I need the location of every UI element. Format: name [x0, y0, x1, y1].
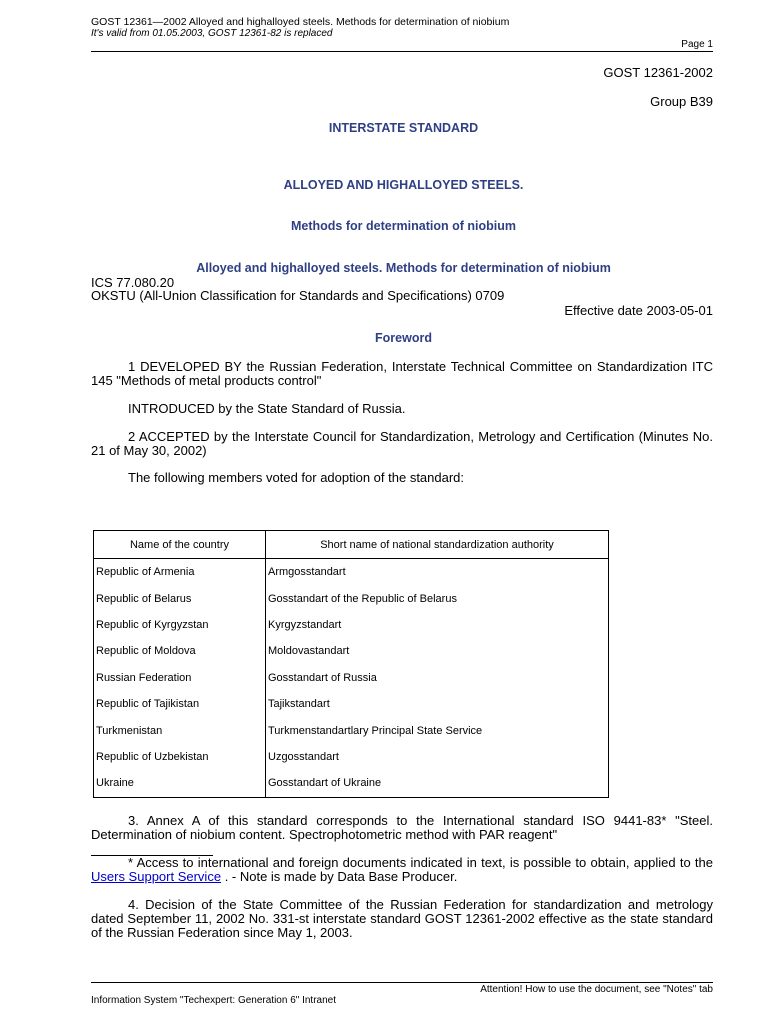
- foreword-heading: Foreword: [375, 331, 432, 345]
- footnote: [91, 856, 713, 884]
- authority-cell: Kyrgyzstandart: [268, 618, 342, 631]
- country-cell: Republic of Armenia: [94, 559, 266, 586]
- table-row: [94, 744, 609, 770]
- users-support-service-link[interactable]: Users Support Service: [91, 869, 222, 884]
- authority-cell: Armgosstandart: [268, 566, 346, 579]
- table-row: [94, 665, 609, 691]
- header-divider: [91, 51, 713, 52]
- country-cell: Russian Federation: [94, 665, 266, 691]
- authority-cell: Turkmenstandartlary Principal State Service: [268, 724, 483, 737]
- country-cell: Republic of Kyrgyzstan: [94, 612, 266, 638]
- running-header-validity: It's valid from 01.05.2003, GOST 12361-82 is replaced: [91, 28, 333, 39]
- foreword-item-4: 4. Decision of the State Committee of the Russian Federation for standardization and metrology dated September 11, 2002 No. 331-st interstate standard GOST 12361-2002 effective as the state standard of the Russian Federation since May 1, 2003.: [91, 897, 713, 940]
- table-row: [94, 559, 609, 586]
- footnote-text: * Access to international and foreign documents indicated in text, is possible to obtain, applied to the: [128, 855, 713, 870]
- foreword-item-1: 1 DEVELOPED BY the Russian Federation, Interstate Technical Committee on Standardization ITC 145 "Methods of metal products control": [91, 359, 713, 388]
- document-group: Group B39: [650, 94, 713, 109]
- footer-attention-note: Attention! How to use the document, see "Notes" tab: [480, 984, 713, 995]
- page-number: Page 1: [681, 39, 713, 50]
- document-code: GOST 12361-2002: [603, 65, 713, 80]
- authority-cell: Uzgosstandart: [268, 750, 339, 763]
- country-cell: Republic of Uzbekistan: [94, 744, 266, 770]
- country-cell: Turkmenistan: [94, 717, 266, 743]
- country-cell: Republic of Belarus: [94, 585, 266, 611]
- footer-divider: [91, 982, 713, 983]
- okstu-code: OKSTU (All-Union Classification for Standards and Specifications) 0709: [91, 288, 505, 303]
- running-header-title: GOST 12361—2002 Alloyed and highalloyed steels. Methods for determination of niobium: [91, 16, 510, 28]
- foreword-members-intro: The following members voted for adoption of the standard:: [128, 470, 465, 485]
- column-header-authority: Short name of national standardization authority: [266, 531, 609, 559]
- table-header-row: [94, 531, 609, 559]
- foreword-item-2: 2 ACCEPTED by the Interstate Council for Standardization, Metrology and Certification (Minutes No. 21 of May 30, 2002): [91, 429, 713, 458]
- footer-system-name: Information System "Techexpert: Generation 6" Intranet: [91, 995, 336, 1006]
- authority-cell: Gosstandart of Ukraine: [268, 777, 382, 790]
- table-row: [94, 717, 609, 743]
- column-header-country: Name of the country: [94, 531, 266, 559]
- main-title: ALLOYED AND HIGHALLOYED STEELS.: [283, 178, 524, 192]
- authority-cell: Gosstandart of the Republic of Belarus: [268, 592, 457, 605]
- authority-cell: Tajikstandart: [268, 698, 330, 711]
- ics-code: ICS 77.080.20: [91, 275, 175, 290]
- table-row: [94, 770, 609, 797]
- foreword-item-3: 3. Annex A of this standard corresponds to the International standard ISO 9441-83* "Steel. Determination of niobium content. Spectrophotometric method with PAR reagent": [91, 813, 713, 842]
- standard-type-heading: INTERSTATE STANDARD: [328, 121, 479, 135]
- authority-cell: Moldovastandart: [268, 645, 350, 658]
- effective-date: Effective date 2003-05-01: [564, 303, 713, 318]
- country-cell: Republic of Tajikistan: [94, 691, 266, 717]
- members-table: [93, 530, 609, 798]
- subtitle: Methods for determination of niobium: [291, 219, 516, 233]
- table-row: [94, 691, 609, 717]
- table-row: [94, 612, 609, 638]
- table-row: [94, 585, 609, 611]
- authority-cell: Gosstandart of Russia: [268, 671, 377, 684]
- table-row: [94, 638, 609, 664]
- country-cell: Ukraine: [94, 770, 266, 797]
- foreword-introduced: INTRODUCED by the State Standard of Russia.: [128, 401, 406, 416]
- footnote-note: . - Note is made by Data Base Producer.: [224, 869, 458, 884]
- english-title: Alloyed and highalloyed steels. Methods for determination of niobium: [196, 261, 611, 275]
- country-cell: Republic of Moldova: [94, 638, 266, 664]
